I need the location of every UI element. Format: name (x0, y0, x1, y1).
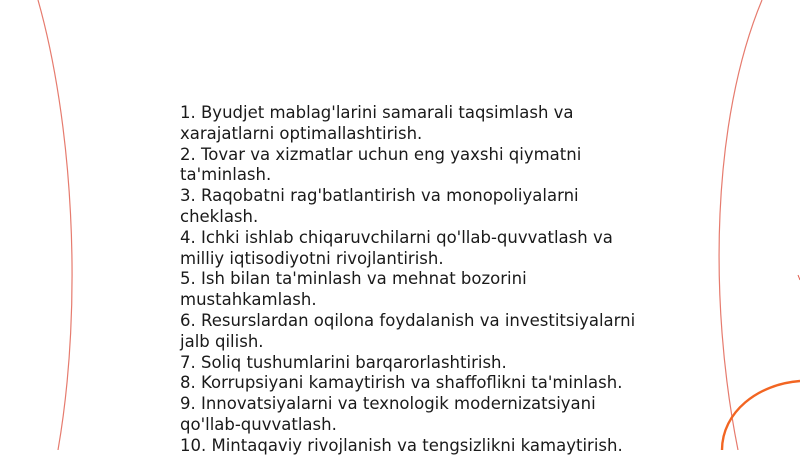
list-item-6: 6. Resurslardan oqilona foydalanish va investitsiyalarni jalb qilish. (180, 310, 636, 351)
list-item-3: 3. Raqobatni rag'batlantirish va monopoliyalarni cheklash. (180, 186, 579, 226)
list-item-10: 10. Mintaqaviy rivojlanish va tengsizlikni kamaytirish. (180, 435, 623, 455)
list-item-2: 2. Tovar va xizmatlar uchun eng yaxshi qiymatni ta'minlash. (180, 144, 582, 185)
list-item-1: 1. Byudjet mablag'larini samarali taqsimlash va xarajatlarni optimallashtirish. (180, 103, 574, 143)
list-item-9: 9. Innovatsiyalarni va texnologik modernizatsiyani qo'llab-quvvatlash. (180, 394, 596, 434)
left-curve-line (38, 0, 72, 450)
orange-arc (722, 381, 800, 450)
list-item-4: 4. Ichki ishlab chiqaruvchilarni qo'llab-quvvatlash va milliy iqtisodiyotni rivojlantirish. (180, 227, 613, 268)
list-item-8: 8. Korrupsiyani kamaytirish va shaffoflikni ta'minlash. (180, 373, 623, 393)
right-curve-line (719, 0, 762, 450)
list-item-7: 7. Soliq tushumlarini barqarorlashtirish. (180, 352, 507, 372)
list-item-5: 5. Ish bilan ta'minlash va mehnat bozorini mustahkamlash. (180, 269, 527, 310)
slide-body (180, 103, 650, 457)
